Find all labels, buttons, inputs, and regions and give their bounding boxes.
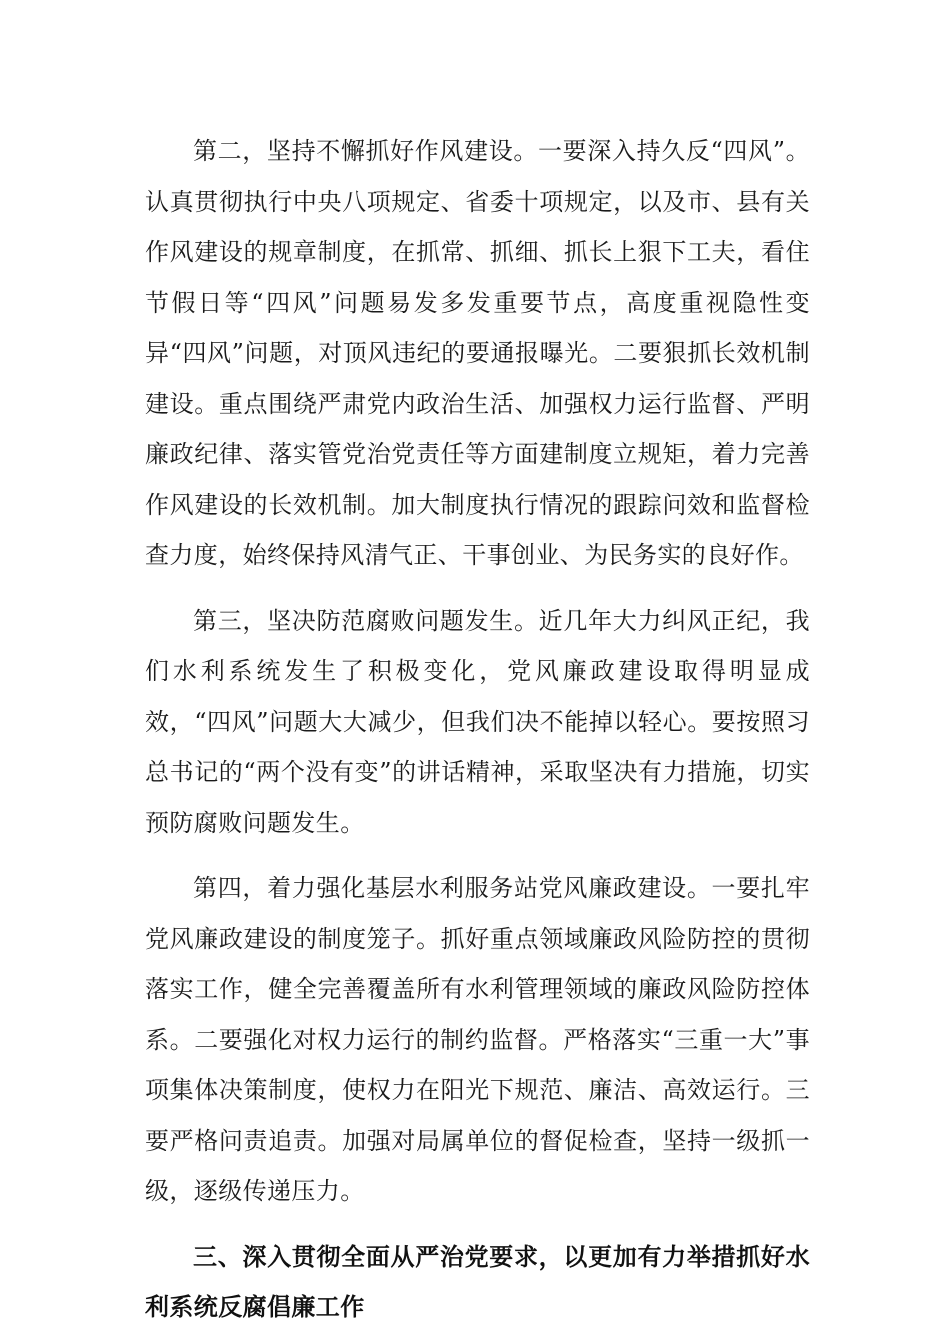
paragraph-work-style: 第二，坚持不懈抓好作风建设。一要深入持久反“四风”。认真贯彻执行中央八项规定、省委十项规定，以及市、县有关作风建设的规章制度，在抓常、抓细、抓长上狠下工夫，看住节假日等“四风”问题易发多发重要节点，高度重视隐性变异“四风”问题，对顶风违纪的要通报曝光。二要狠抓长效机制建设。重点围绕严肃党内政治生活、加强权力运行监督、严明廉政纪律、落实管党治党责任等方面建制度立规矩，着力完善作风建设的长效机制。加大制度执行情况的跟踪问效和监督检查力度，始终保持风清气正、干事创业、为民务实的良好作。: [145, 137, 810, 569]
paragraph-grassroots-stations: 第四，着力强化基层水利服务站党风廉政建设。一要扎牢党风廉政建设的制度笼子。抓好重点领域廉政风险防控的贯彻落实工作，健全完善覆盖所有水利管理领域的廉政风险防控体系。二要强化对权力运行的制约监督。严格落实“三重一大”事项集体决策制度，使权力在阳光下规范、廉洁、高效运行。三要严格问责追责。加强对局属单位的督促检查，坚持一级抓一级，逐级传递压力。: [145, 874, 810, 1205]
section-heading: 三、深入贯彻全面从严治党要求，以更加有力举措抓好水利系统反腐倡廉工作: [145, 1241, 810, 1321]
document-body: [145, 126, 810, 1333]
paragraph-anti-corruption: 第三，坚决防范腐败问题发生。近几年大力纠风正纪，我们水利系统发生了积极变化，党风廉政建设取得明显成效，“四风”问题大大减少，但我们决不能掉以轻心。要按照习总书记的“两个没有变”的讲话精神，采取坚决有力措施，切实预防腐败问题发生。: [145, 606, 810, 837]
